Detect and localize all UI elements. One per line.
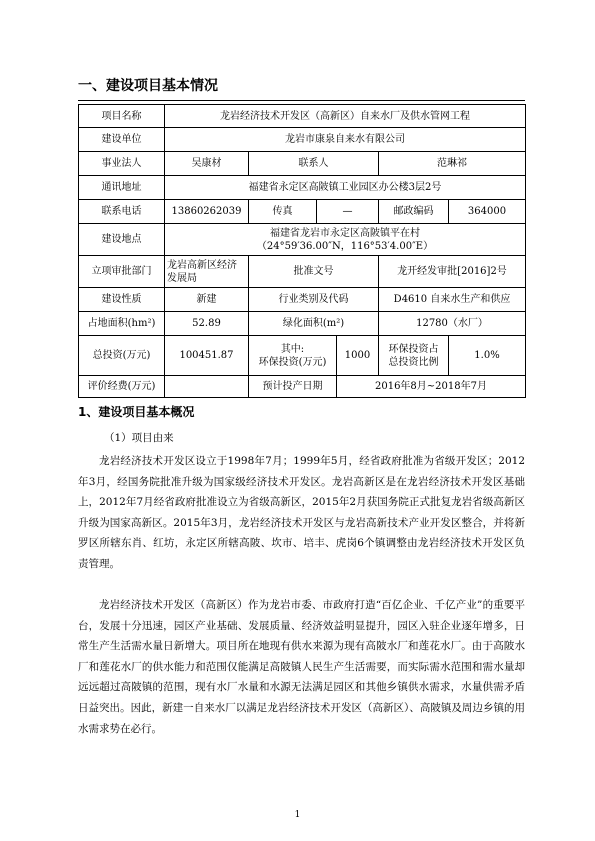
- invest-label: 总投资(万元): [79, 336, 165, 376]
- eval-fee-label: 评价经费(万元): [79, 376, 165, 398]
- env-ratio-value: 1.0%: [449, 336, 526, 376]
- table-row: [79, 312, 526, 336]
- table-row: [79, 152, 526, 176]
- area-value: 52.89: [165, 312, 249, 336]
- env-invest-value: 1000: [337, 336, 379, 376]
- builder-value: 龙岩市康泉自来水有限公司: [165, 128, 526, 152]
- phone-label: 联系电话: [79, 200, 165, 224]
- env-ratio-label-line-1: 环保投资占: [388, 343, 439, 355]
- address-label: 通讯地址: [79, 176, 165, 200]
- table-row: [79, 224, 526, 256]
- contact-label: 联系人: [249, 152, 379, 176]
- location-value: [165, 224, 526, 256]
- approval-no-label: 批准文号: [249, 256, 379, 288]
- legal-rep-value: 吴康材: [165, 152, 249, 176]
- approval-dept-label: 立项审批部门: [79, 256, 165, 288]
- nature-label: 建设性质: [79, 288, 165, 312]
- table-row: [79, 105, 526, 128]
- table-row: [79, 376, 526, 398]
- schedule-value: 2016年8月~2018年7月: [337, 376, 526, 398]
- location-label: 建设地点: [79, 224, 165, 256]
- postcode-label: 邮政编码: [379, 200, 449, 224]
- fax-label: 传真: [249, 200, 317, 224]
- industry-label: 行业类别及代码: [249, 288, 379, 312]
- schedule-label: 预计投产日期: [249, 376, 337, 398]
- project-name-value: 龙岩经济技术开发区（高新区）自来水厂及供水管网工程: [165, 105, 526, 128]
- approval-no-value: 龙开经发审批[2016]2号: [379, 256, 526, 288]
- fax-value: —: [317, 200, 379, 224]
- legal-rep-label: 事业法人: [79, 152, 165, 176]
- project-info-table: [78, 104, 526, 398]
- table-row: [79, 200, 526, 224]
- table-row: [79, 176, 526, 200]
- address-value: 福建省永定区高陂镇工业园区办公楼3层2号: [165, 176, 526, 200]
- project-name-label: 项目名称: [79, 105, 165, 128]
- invest-value: 100451.87: [165, 336, 249, 376]
- page-number: 1: [294, 810, 301, 820]
- table-row: [79, 128, 526, 152]
- body-paragraph-1: 龙岩经济技术开发区设立于1998年7月；1999年5月，经省政府批准为省级开发区；2012年3月，经国务院批准升级为国家级经济技术开发区。龙岩高新区是在龙岩经济技术开发区基础上，2012年7月经省政府批准设立为省级高新区，2015年2月获国务院正式批复龙岩省级高新区升级为国家高新区。2015年3月，龙岩经济技术开发区与龙岩高新技术产业开发区整合，并将新罗区所辖东肖、红坊，永定区所辖高陂、坎市、培丰、虎岗6个镇调整由龙岩经济技术开发区负责管理。: [78, 455, 525, 570]
- table-row: [79, 336, 526, 376]
- env-ratio-label-line-2: 总投资比例: [388, 356, 439, 368]
- approval-dept-value: 龙岩高新区经济发展局: [165, 256, 249, 288]
- heading-rule: [78, 100, 525, 101]
- location-line-2: （24°59′36.00″N，116°53′4.00″E）: [256, 240, 434, 252]
- industry-value: D4610 自来水生产和供应: [379, 288, 526, 312]
- area-label: 占地面积(hm²): [79, 312, 165, 336]
- section-heading-basic-info: 一、建设项目基本情况: [78, 78, 218, 94]
- postcode-value: 364000: [449, 200, 526, 224]
- builder-label: 建设单位: [79, 128, 165, 152]
- table-row: [79, 256, 526, 288]
- table-row: [79, 288, 526, 312]
- section-heading-overview: 1、建设项目基本概况: [78, 405, 195, 419]
- env-invest-label-line-2: 环保投资(万元): [258, 356, 327, 368]
- eval-fee-value: [165, 376, 249, 398]
- env-invest-label-line-1: 其中:: [280, 343, 305, 355]
- green-value: 12780（水厂）: [379, 312, 526, 336]
- env-ratio-label: [379, 336, 449, 376]
- green-label: 绿化面积(m²): [249, 312, 379, 336]
- location-line-1: 福建省龙岩市永定区高陂镇平在村: [270, 227, 420, 239]
- body-paragraph-2: 龙岩经济技术开发区（高新区）作为龙岩市委、市政府打造“百亿企业、千亿产业”的重要平台，发展十分迅速，园区产业基础、发展质量、经济效益明显提升，园区入驻企业逐年增多，日常生产生活需水量日新增大。项目所在地现有供水来源为现有高陂水厂和莲花水厂。由于高陂水厂和莲花水厂的供水能力和范围仅能满足高陂镇人民生产生活需要，而实际需水范围和需水量却远远超过高陂镇的范围，现有水厂水量和水源无法满足园区和其他乡镇供水需求，水量供需矛盾日益突出。因此，新建一自来水厂以满足龙岩经济技术开发区（高新区）、高陂镇及周边乡镇的用水需求势在必行。: [78, 599, 525, 735]
- nature-value: 新建: [165, 288, 249, 312]
- env-invest-label: [249, 336, 337, 376]
- phone-value: 13860262039: [165, 200, 249, 224]
- contact-value: 范琳祁: [379, 152, 526, 176]
- subheading-project-origin: （1）项目由来: [104, 432, 174, 444]
